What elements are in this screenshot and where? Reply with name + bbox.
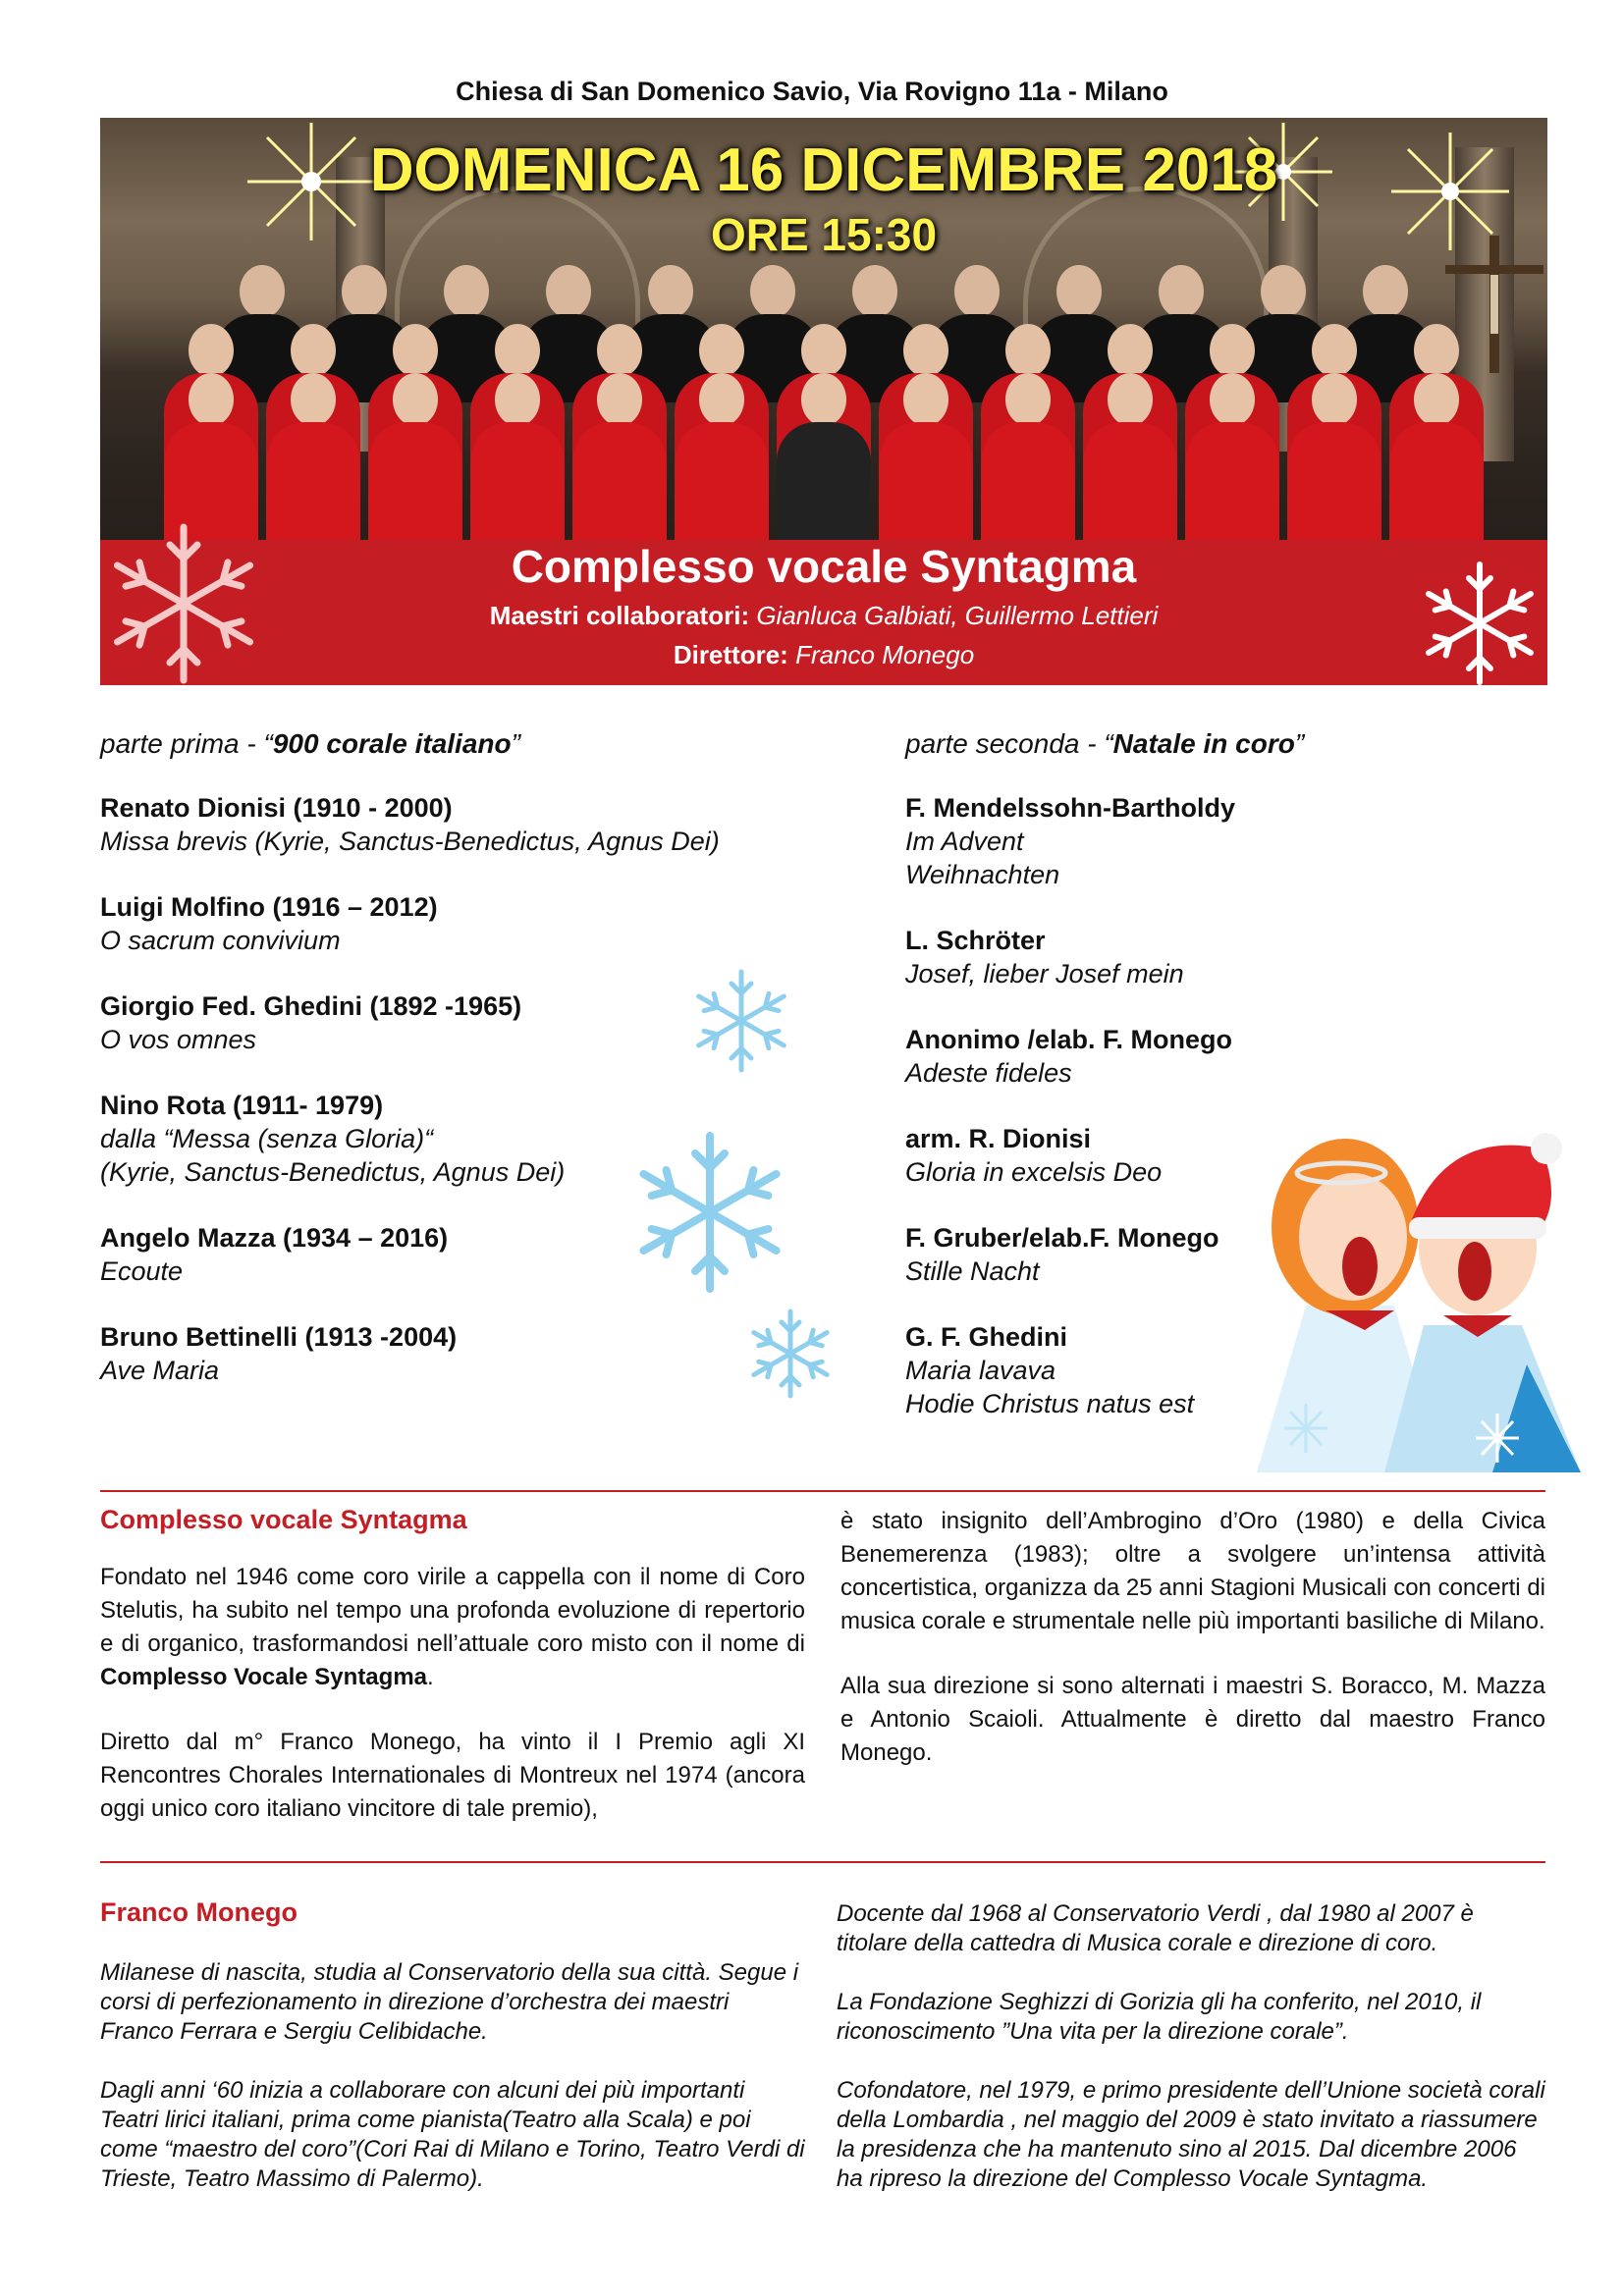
- director-bio-paragraph: Milanese di nascita, studia al Conservatorio della sua città. Segue i corsi di perfezionamento in direzione d’orchestra dei maestri Franco Ferrara e Sergiu Celibidache.: [100, 1959, 799, 2045]
- venue-line: Chiesa di San Domenico Savio, Via Rovigno 11a - Milano: [456, 77, 1168, 106]
- program-item: Anonimo /elab. F. Monego Adeste fideles: [905, 1025, 1232, 1088]
- director-bio-paragraph: Dagli anni ‘60 inizia a collaborare con alcuni dei più importanti Teatri lirici italiani, prima come pianista(Teatro alla Scala) e poi come “maestro del coro”(Cori Rai di Milano e Torino, Teatro Verdi di Trieste, Teatro Massimo di Palermo).: [100, 2077, 805, 2192]
- banner-director: Direttore: Franco Monego: [673, 640, 975, 669]
- masters-names: Gianluca Galbiati, Guillermo Lettieri: [756, 601, 1159, 630]
- program-item: Luigi Molfino (1916 – 2012) O sacrum convivium: [100, 892, 438, 955]
- director-bio-title: Franco Monego: [100, 1897, 298, 1927]
- program-item: L. Schröter Josef, lieber Josef mein: [905, 926, 1184, 988]
- choir-bio-paragraph: Diretto dal m° Franco Monego, ha vinto il I Premio agli XI Rencontres Chorales Internationales di Montreux nel 1974 (ancora oggi unico coro italiano vincitore di tale premio),: [100, 1729, 805, 1822]
- program-item: G. F. Ghedini Maria lavava Hodie Christus natus est: [905, 1322, 1195, 1418]
- section-divider: [100, 1490, 1545, 1492]
- masters-label: Maestri collaboratori: [489, 601, 741, 630]
- snowflake-icon: [626, 1129, 793, 1296]
- singing-angels-illustration: [1247, 1109, 1591, 1482]
- program-item: Nino Rota (1911- 1979) dalla “Messa (senza Gloria)“ (Kyrie, Sanctus-Benedictus, Agnus Dei): [100, 1091, 566, 1187]
- banner-masters: Maestri collaboratori: Gianluca Galbiati, Guillermo Lettieri: [489, 601, 1159, 630]
- program-item: Bruno Bettinelli (1913 -2004) Ave Maria: [100, 1322, 458, 1385]
- director-bio-paragraph: Cofondatore, nel 1979, e primo presidente dell’Unione società corali della Lombardia , nel maggio del 2009 è stato invitato a riassumere la presidenza che ha mantenuto sino al 2015. Dal dicembre 2006 ha ripreso la direzione del Complesso Vocale Syntagma.: [837, 2077, 1545, 2192]
- part1-title: 900 corale italiano: [272, 728, 512, 759]
- director-label: Direttore: [673, 640, 781, 669]
- part1-heading: parte prima - “900 corale italiano”: [100, 728, 520, 759]
- part2-heading: parte seconda - “Natale in coro”: [905, 728, 1305, 759]
- snowflake-icon: [744, 1308, 837, 1400]
- program-item: Giorgio Fed. Ghedini (1892 -1965) O vos omnes: [100, 991, 522, 1054]
- director-bio-paragraph: Docente dal 1968 al Conservatorio Verdi , dal 1980 al 2007 è titolare della cattedra di Musica corale e direzione di coro.: [837, 1900, 1474, 1956]
- program-item: arm. R. Dionisi Gloria in excelsis Deo: [905, 1124, 1163, 1187]
- choir-bio-paragraph: Alla sua direzione si sono alternati i maestri S. Boracco, M. Mazza e Antonio Scaioli. Attualmente è diretto dal maestro Franco Monego.: [840, 1673, 1545, 1766]
- director-bio-paragraph: La Fondazione Seghizzi di Gorizia gli ha conferito, nel 2010, il riconoscimento ”Una vita per la direzione corale”.: [837, 1989, 1482, 2045]
- director-name: Franco Monego: [795, 640, 975, 669]
- part2-title: Natale in coro: [1112, 728, 1295, 759]
- director-bio-left: [100, 1958, 805, 2223]
- program-item: Angelo Mazza (1934 – 2016) Ecoute: [100, 1223, 449, 1286]
- choir-bio-right: [840, 1505, 1545, 1801]
- program-item: F. Gruber/elab.F. Monego Stille Nacht: [905, 1223, 1219, 1286]
- banner-choir-name: Complesso vocale Syntagma: [511, 541, 1137, 592]
- choir-bio-paragraph: Fondato nel 1946 come coro virile a cappella con il nome di Coro Stelutis, ha subito nel tempo una profonda evoluzione di repertorio e di organico, trasformandosi nell’attuale coro misto con il nome di Complesso Vocale Syntagma.: [100, 1564, 805, 1690]
- choir-bio-paragraph: è stato insignito dell’Ambrogino d’Oro (1980) e della Civica Benemerenza (1983); oltre a svolgere un’intensa attività concertistica, organizza da 25 anni Stagioni Musicali con concerti di musica corale e strumentale nelle più importanti basiliche di Milano.: [840, 1508, 1545, 1634]
- director-bio-right: [837, 1899, 1545, 2223]
- part1-program: [100, 791, 787, 1387]
- concert-banner: [100, 118, 1547, 685]
- choir-bio-title: Complesso vocale Syntagma: [100, 1505, 467, 1534]
- program-item: Renato Dionisi (1910 - 2000) Missa brevis (Kyrie, Sanctus-Benedictus, Agnus Dei): [100, 793, 720, 856]
- concert-time: ORE 15:30: [710, 209, 938, 260]
- snowflake-icon: [687, 967, 795, 1075]
- concert-date: DOMENICA 16 DICEMBRE 2018: [369, 136, 1278, 204]
- choir-bio-left: [100, 1561, 805, 1857]
- program-item: F. Mendelssohn-Bartholdy Im Advent Weihnachten: [905, 793, 1236, 889]
- section-divider: [100, 1861, 1545, 1863]
